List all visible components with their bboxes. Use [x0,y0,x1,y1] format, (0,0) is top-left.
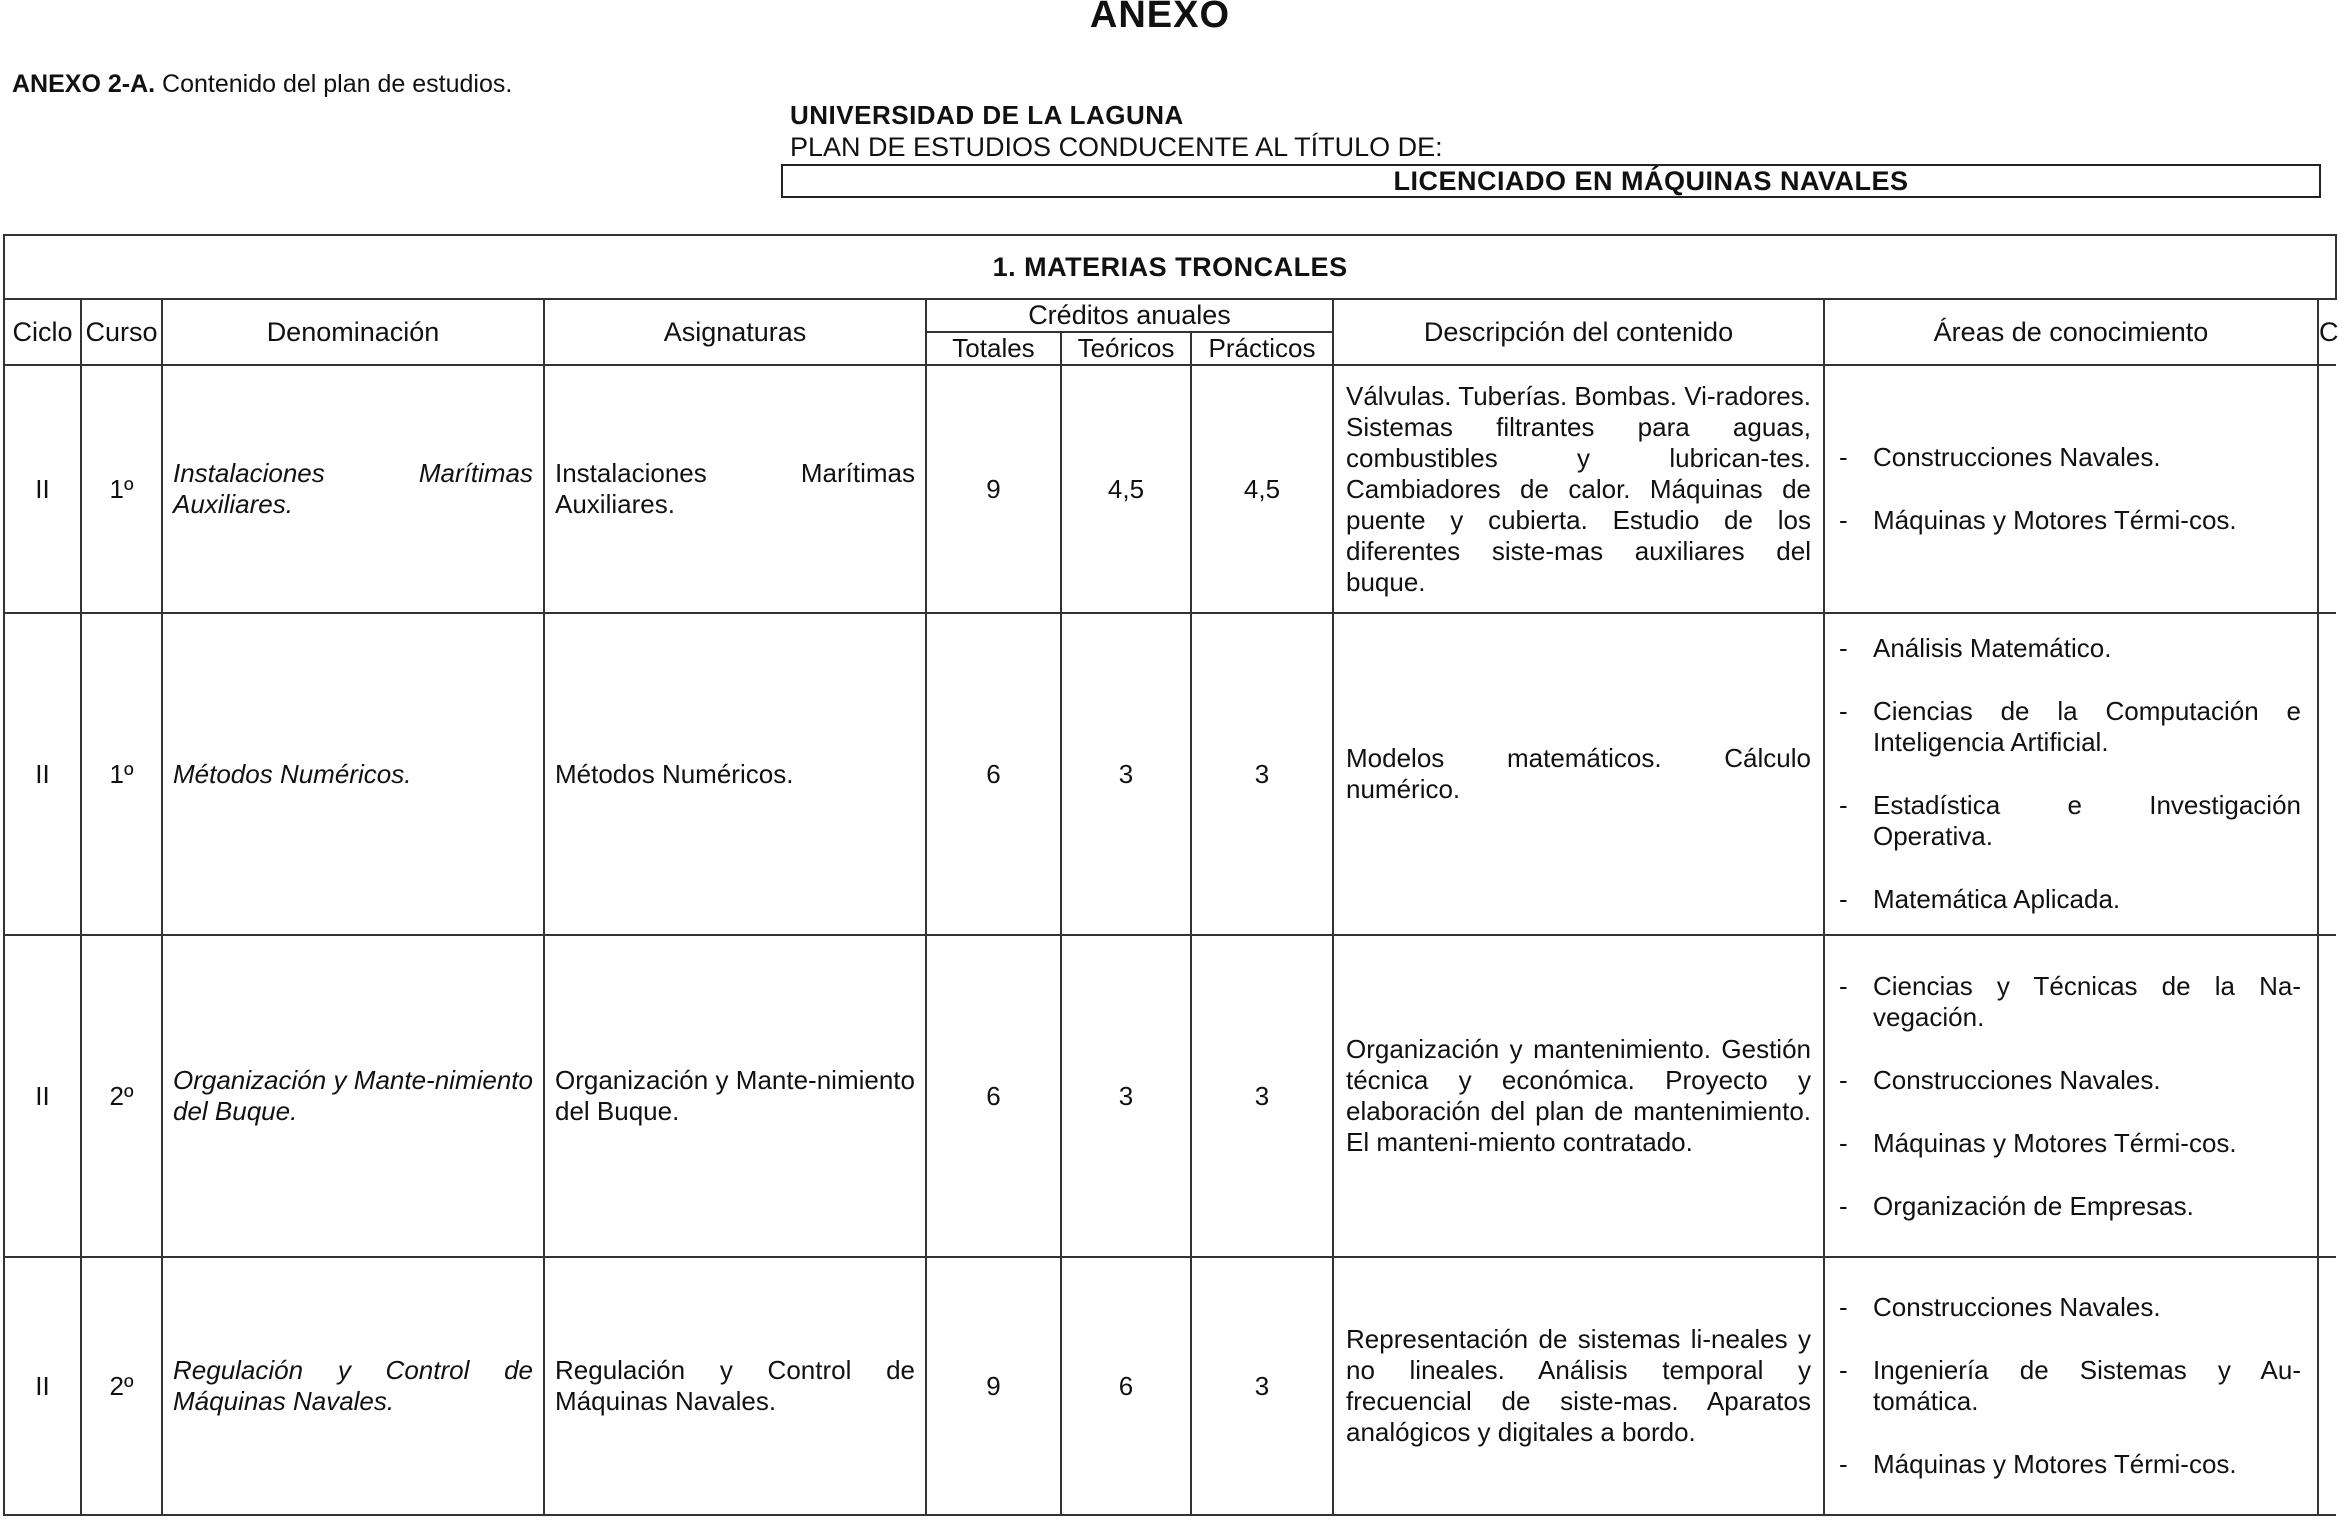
list-item: - Construcciones Navales. [1839,1292,2161,1322]
practicos-cell: 4,5 [1191,365,1333,613]
clipped-cell [2318,935,2336,1257]
descripcion-cell: Representación de sistemas li-neales y no lineales. Análisis temporal y frecuencial de siste-mas. Aparatos analógicos y digitales a bordo. [1333,1257,1824,1515]
curso-cell: 2º [81,1257,162,1515]
col-teoricos: Teóricos [1061,332,1191,365]
table-row [4,613,2336,935]
col-descripcion: Descripción del contenido [1333,299,1824,365]
denominacion-cell: Organización y Mante-nimiento del Buque. [162,935,544,1257]
list-item: - Organización de Empresas. [1839,1190,2194,1221]
teoricos-cell: 6 [1061,1257,1191,1515]
areas-list [1825,1292,2317,1480]
list-item: - Construcciones Navales. [1839,1064,2161,1095]
list-item: - Ciencias y Técnicas de la Na-vegación. [1839,970,2301,1032]
page-title: ANEXO [1089,0,1231,36]
list-item: - Máquinas y Motores Térmi-cos. [1839,1449,2237,1479]
clipped-cell [2318,365,2336,613]
annex-caption [12,70,512,99]
practicos-cell: 3 [1191,613,1333,935]
ciclo-cell: II [4,365,81,613]
col-creditos: Créditos anuales [926,299,1333,332]
teoricos-cell: 4,5 [1061,365,1191,613]
degree-title: LICENCIADO EN MÁQUINAS NAVALES [781,164,2321,198]
areas-cell [1824,935,2318,1257]
list-item: - Ingeniería de Sistemas y Au-tomática. [1839,1355,2301,1416]
practicos-cell: 3 [1191,1257,1333,1515]
descripcion-cell: Organización y mantenimiento. Gestión técnica y económica. Proyecto y elaboración del plan de mantenimiento. El manteni-miento contratado. [1333,935,1824,1257]
list-item: - Máquinas y Motores Térmi-cos. [1839,1127,2237,1158]
teoricos-cell: 3 [1061,613,1191,935]
ciclo-cell: II [4,935,81,1257]
col-asignaturas: Asignaturas [544,299,926,365]
clipped-cell [2318,613,2336,935]
col-denominacion: Denominación [162,299,544,365]
list-item: - Estadística e Investigación Operativa. [1839,790,2301,851]
col-clipped: C [2318,299,2336,365]
denominacion-cell: Regulación y Control de Máquinas Navales. [162,1257,544,1515]
col-ciclo: Ciclo [4,299,81,365]
annex-label: ANEXO 2-A. [12,70,156,98]
plan-text: PLAN DE ESTUDIOS CONDUCENTE AL TÍTULO DE: [790,132,1443,162]
clipped-cell [2318,1257,2336,1515]
asignatura-cell: Instalaciones Marítimas Auxiliares. [544,365,926,613]
section-title: 1. MATERIAS TRONCALES [4,235,2336,299]
ciclo-cell: II [4,1257,81,1515]
asignatura-cell: Métodos Numéricos. [544,613,926,935]
practicos-cell: 3 [1191,935,1333,1257]
denominacion-cell: Instalaciones Marítimas Auxiliares. [162,365,544,613]
curso-cell: 1º [81,613,162,935]
table-row [4,365,2336,613]
descripcion-cell: Modelos matemáticos. Cálculo numérico. [1333,613,1824,935]
col-totales: Totales [926,332,1061,365]
areas-cell [1824,365,2318,613]
teoricos-cell: 3 [1061,935,1191,1257]
curso-cell: 2º [81,935,162,1257]
areas-cell [1824,613,2318,935]
totales-cell: 9 [926,1257,1061,1515]
col-practicos: Prácticos [1191,332,1333,365]
totales-cell: 6 [926,613,1061,935]
curso-cell: 1º [81,365,162,613]
totales-cell: 6 [926,935,1061,1257]
table-row [4,935,2336,1257]
areas-list [1825,971,2317,1222]
areas-list [1825,633,2317,915]
list-item: - Matemática Aplicada. [1839,884,2121,914]
list-item: - Construcciones Navales. [1839,442,2161,472]
col-areas: Áreas de conocimiento [1824,299,2318,365]
totales-cell: 9 [926,365,1061,613]
university-name: UNIVERSIDAD DE LA LAGUNA [790,100,1184,130]
areas-list [1825,442,2317,536]
list-item: - Máquinas y Motores Térmi-cos. [1839,505,2237,535]
asignatura-cell: Regulación y Control de Máquinas Navales. [544,1257,926,1515]
list-item: - Análisis Matemático. [1839,633,2112,663]
ciclo-cell: II [4,613,81,935]
areas-cell [1824,1257,2318,1515]
col-curso: Curso [81,299,162,365]
asignatura-cell: Organización y Mante-nimiento del Buque. [544,935,926,1257]
annex-text: Contenido del plan de estudios. [162,70,513,98]
list-item: - Ciencias de la Computación e Inteligencia Artificial. [1839,696,2301,757]
descripcion-cell: Válvulas. Tuberías. Bombas. Vi-radores. Sistemas filtrantes para aguas, combustibles y lubrican-tes. Cambiadores de calor. Máquinas de puente y cubierta. Estudio de los diferentes siste-mas auxiliares del buque. [1333,365,1824,613]
table-row [4,1257,2336,1515]
curriculum-table [3,234,2337,1516]
denominacion-cell: Métodos Numéricos. [162,613,544,935]
